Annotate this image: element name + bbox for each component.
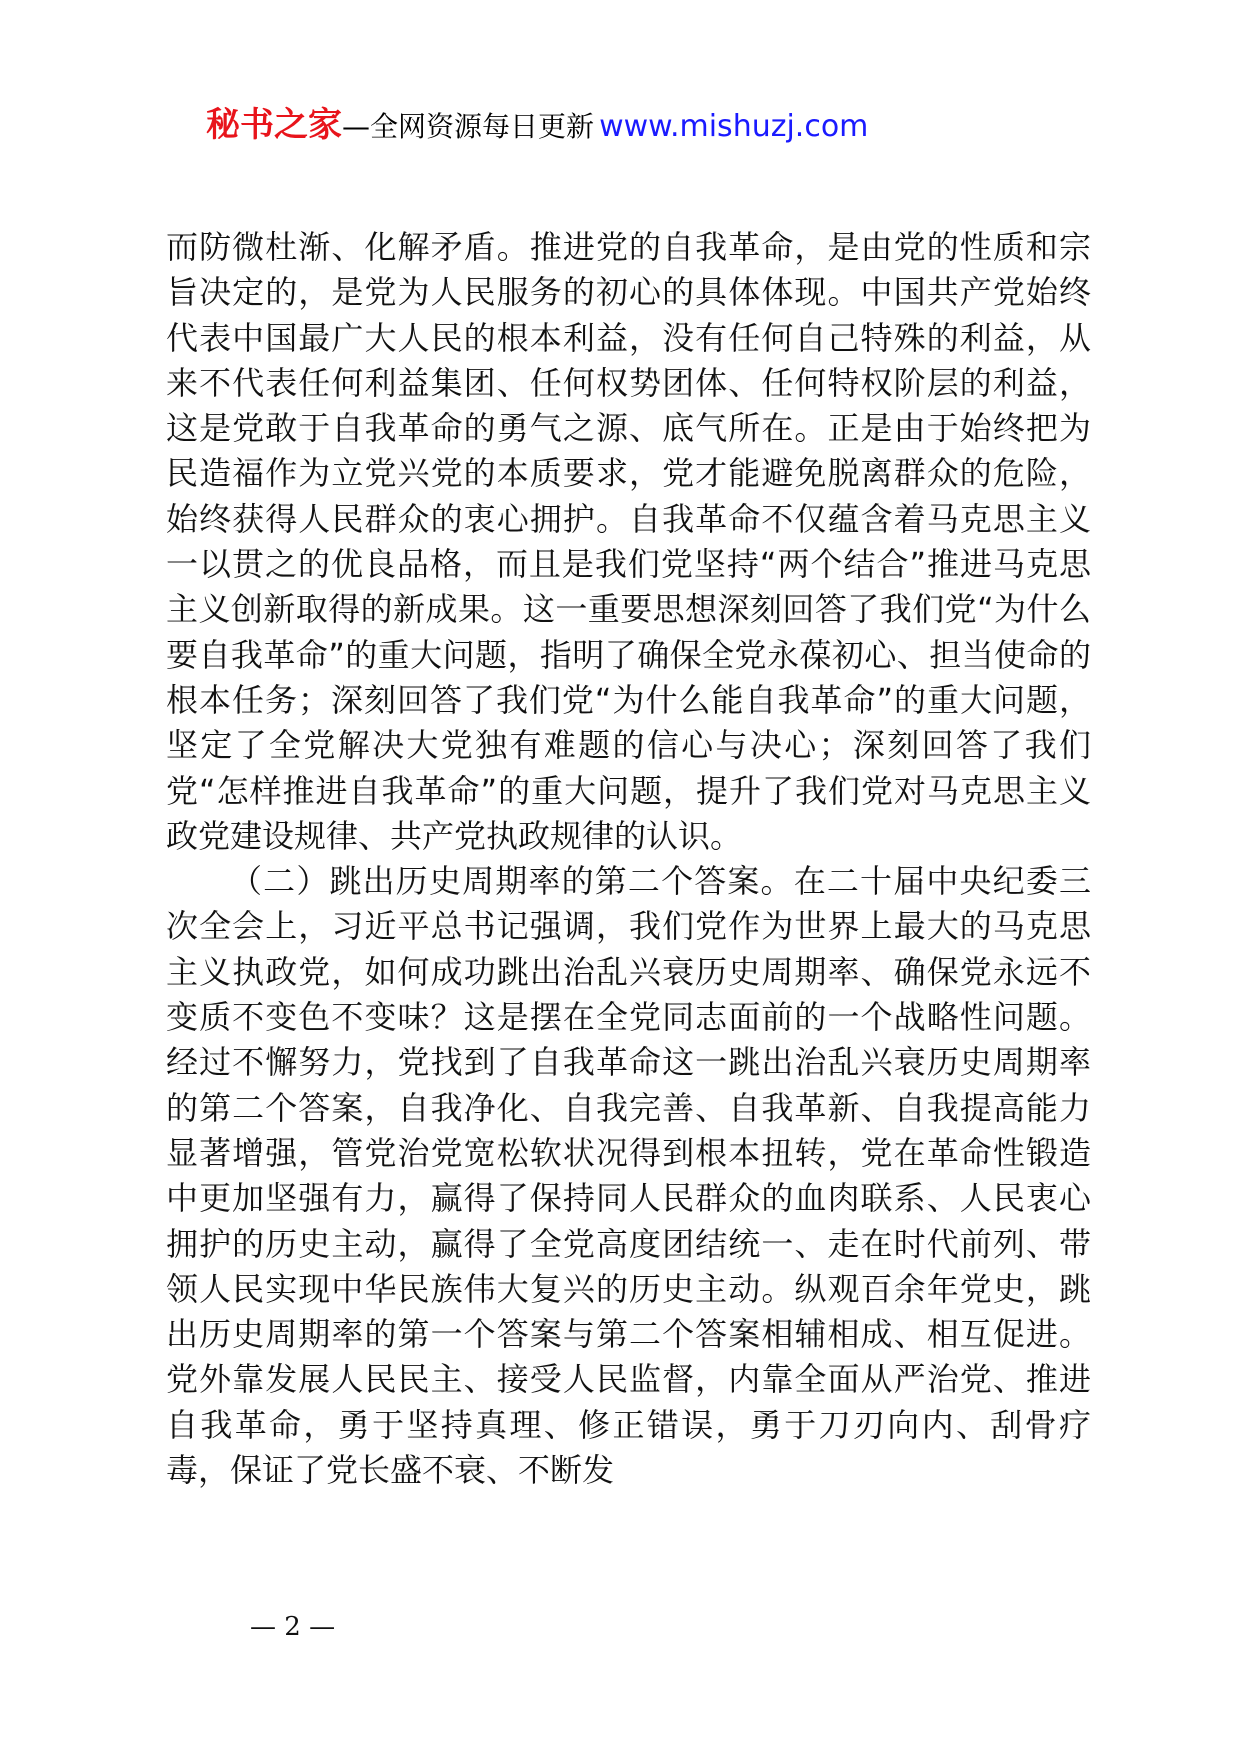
paragraph-continuation: 而防微杜渐、化解矛盾。推进党的自我革命，是由党的性质和宗旨决定的，是党为人民服务的初心的具体体现。中国共产党始终代表中国最广大人民的根本利益，没有任何自己特殊的利益，从来不代表任何利益集团、任何权势团体、任何特权阶层的利益，这是党敢于自我革命的勇气之源、底气所在。正是由于始终把为民造福作为立党兴党的本质要求，党才能避免脱离群众的危险，始终获得人民群众的衷心拥护。自我革命不仅蕴含着马克思主义一以贯之的优良品格，而且是我们党坚持“两个结合”推进马克思主义创新取得的新成果。这一重要思想深刻回答了我们党“为什么要自我革命”的重大问题，指明了确保全党永葆初心、担当使命的根本任务；深刻回答了我们党“为什么能自我革命”的重大问题，坚定了全党解决大党独有难题的信心与决心；深刻回答了我们党“怎样推进自我革命”的重大问题，提升了我们党对马克思主义政党建设规律、共产党执政规律的认识。 [166, 228, 1091, 855]
page-number: — 2 — [250, 1612, 336, 1642]
header-slogan: —全网资源每日更新 [342, 110, 595, 143]
paragraph-section-two: （二）跳出历史周期率的第二个答案。在二十届中央纪委三次全会上，习近平总书记强调，我们党作为世界上最大的马克思主义执政党，如何成功跳出治乱兴衰历史周期率、确保党永远不变质不变色不变味？这是摆在全党同志面前的一个战略性问题。经过不懈努力，党找到了自我革命这一跳出治乱兴衰历史周期率的第二个答案，自我净化、自我完善、自我革新、自我提高能力显著增强，管党治党宽松软状况得到根本扭转，党在革命性锻造中更加坚强有力，赢得了保持同人民群众的血肉联系、人民衷心拥护的历史主动，赢得了全党高度团结统一、走在时代前列、带领人民实现中华民族伟大复兴的历史主动。纵观百余年党史，跳出历史周期率的第一个答案与第二个答案相辅相成、相互促进。党外靠发展人民民主、接受人民监督，内靠全面从严治党、推进自我革命，勇于坚持真理、修正错误，勇于刀刃向内、刮骨疗毒，保证了党长盛不衰、不断发 [166, 862, 1091, 1490]
page-header [206, 100, 868, 150]
website-link[interactable]: www.mishuzj.com [599, 109, 869, 144]
document-body [166, 225, 1091, 1493]
brand-name: 秘书之家 [206, 105, 342, 145]
